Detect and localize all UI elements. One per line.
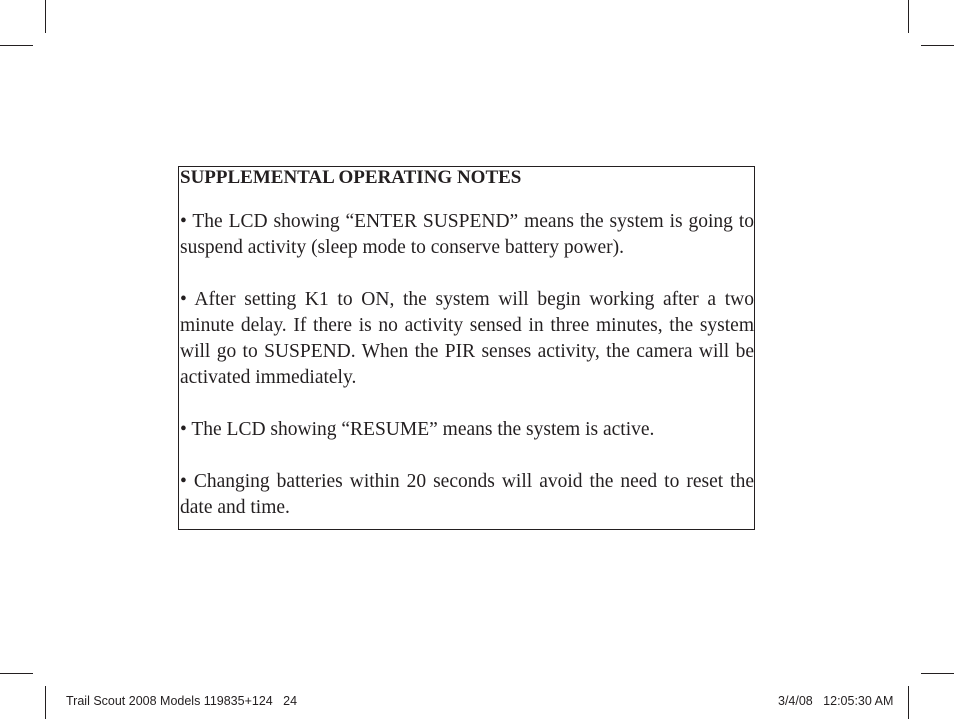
footer-timestamp: 3/4/08 12:05:30 AM bbox=[778, 694, 894, 708]
note-item-batteries: • Changing batteries within 20 seconds will avoid the need to reset the date and time. bbox=[180, 471, 754, 518]
notes-title: SUPPLEMENTAL OPERATING NOTES bbox=[180, 167, 522, 188]
crop-mark-top-left-horizontal bbox=[0, 45, 33, 46]
footer-slug: Trail Scout 2008 Models 119835+124 24 bbox=[66, 694, 298, 708]
crop-mark-bottom-right-horizontal bbox=[921, 673, 954, 674]
supplemental-notes-box bbox=[178, 166, 755, 530]
crop-mark-top-left-vertical bbox=[45, 0, 46, 33]
crop-mark-bottom-left-horizontal bbox=[0, 673, 33, 674]
crop-mark-top-right-vertical bbox=[908, 0, 909, 33]
note-item-resume: • The LCD showing “RESUME” means the system is active. bbox=[180, 419, 655, 440]
crop-mark-bottom-right-vertical bbox=[908, 686, 909, 719]
crop-mark-bottom-left-vertical bbox=[45, 686, 46, 719]
note-item-k1-on: • After setting K1 to ON, the system will begin working after a two minute delay. If there is no activity sensed in three minutes, the system will go to SUSPEND. When the PIR senses activity, the camera will be activated immediately. bbox=[180, 289, 754, 388]
crop-mark-top-right-horizontal bbox=[921, 45, 954, 46]
note-item-enter-suspend: • The LCD showing “ENTER SUSPEND” means the system is going to suspend activity (sleep mode to conserve battery power). bbox=[180, 211, 754, 258]
